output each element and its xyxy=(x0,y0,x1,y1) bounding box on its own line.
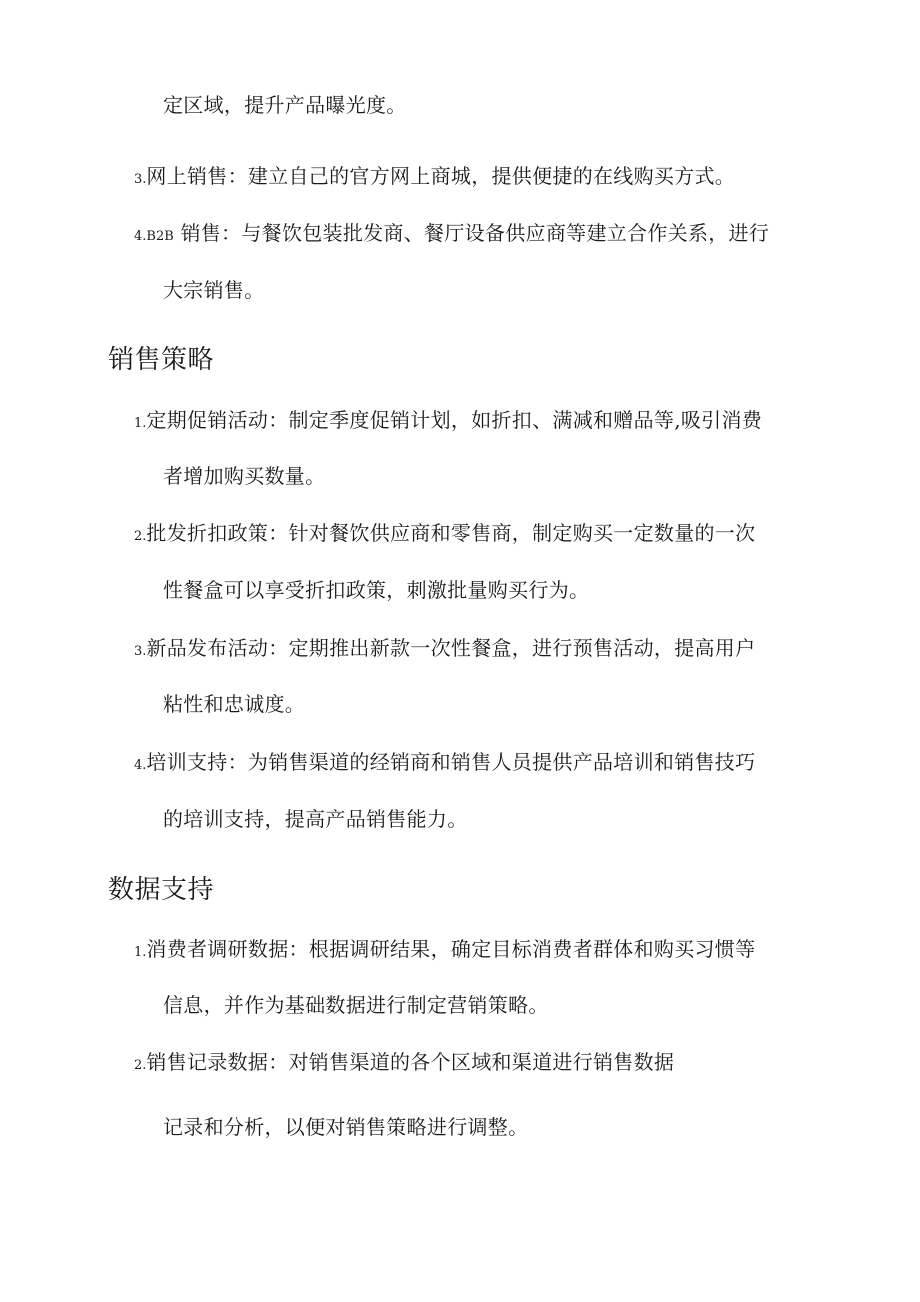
list-text: 培训支持：为销售渠道的经销商和销售人员提供产品培训和销售技巧 xyxy=(146,750,756,774)
channels-item2-continuation: 定区域，提升产品曝光度。 xyxy=(163,93,407,117)
strategy-item-2-continuation: 性餐盒可以享受折扣政策，刺激批量购买行为。 xyxy=(163,578,590,602)
list-number: 3. xyxy=(134,644,147,659)
list-text: 网上销售：建立自己的官方网上商城，提供便捷的在线购买方式。 xyxy=(146,164,736,188)
list-number: 4. xyxy=(134,758,147,773)
list-text: 新品发布活动：定期推出新款一次性餐盒，进行预售活动，提高用户 xyxy=(146,636,756,660)
strategy-item-4 xyxy=(134,748,755,780)
strategy-item-2 xyxy=(134,519,755,551)
channels-item4 xyxy=(134,219,769,251)
list-number: 1. xyxy=(134,416,147,431)
list-text: 销售记录数据：对销售渠道的各个区域和渠道进行销售数据 xyxy=(146,1050,675,1074)
data-item-1-continuation: 信息，并作为基础数据进行制定营销策略。 xyxy=(163,993,549,1017)
channels-item3 xyxy=(134,162,735,194)
data-item-1 xyxy=(134,935,755,967)
list-number: 2. xyxy=(134,1058,147,1073)
channels-item4-continuation: 大宗销售。 xyxy=(163,278,265,302)
list-number: 4. xyxy=(134,229,147,244)
list-text: 批发折扣政策：针对餐饮供应商和零售商，制定购买一定数量的一次 xyxy=(146,521,756,545)
b2b-label: B2B xyxy=(146,229,174,244)
list-number: 2. xyxy=(134,529,147,544)
list-text: 消费者调研数据：根据调研结果，确定目标消费者群体和购买习惯等 xyxy=(146,937,756,961)
list-text: 销售：与餐饮包装批发商、餐厅设备供应商等建立合作关系，进行 xyxy=(173,221,770,245)
data-item-2 xyxy=(134,1048,674,1080)
strategy-item-3-continuation: 粘性和忠诚度。 xyxy=(163,692,306,716)
strategy-item-1-continuation: 者增加购买数量。 xyxy=(163,464,326,488)
list-number: 1. xyxy=(134,945,147,960)
list-number: 3. xyxy=(134,172,147,187)
section-heading-data-support: 数据支持 xyxy=(108,875,215,905)
strategy-item-1 xyxy=(134,406,762,438)
strategy-item-3 xyxy=(134,634,755,666)
data-item-2-continuation: 记录和分析，以便对销售策略进行调整。 xyxy=(163,1115,529,1139)
section-heading-sales-strategy: 销售策略 xyxy=(108,345,215,375)
strategy-item-4-continuation: 的培训支持，提高产品销售能力。 xyxy=(163,807,468,831)
list-text: 定期促销活动：制定季度促销计划，如折扣、满减和赠品等,吸引消费 xyxy=(146,408,763,432)
